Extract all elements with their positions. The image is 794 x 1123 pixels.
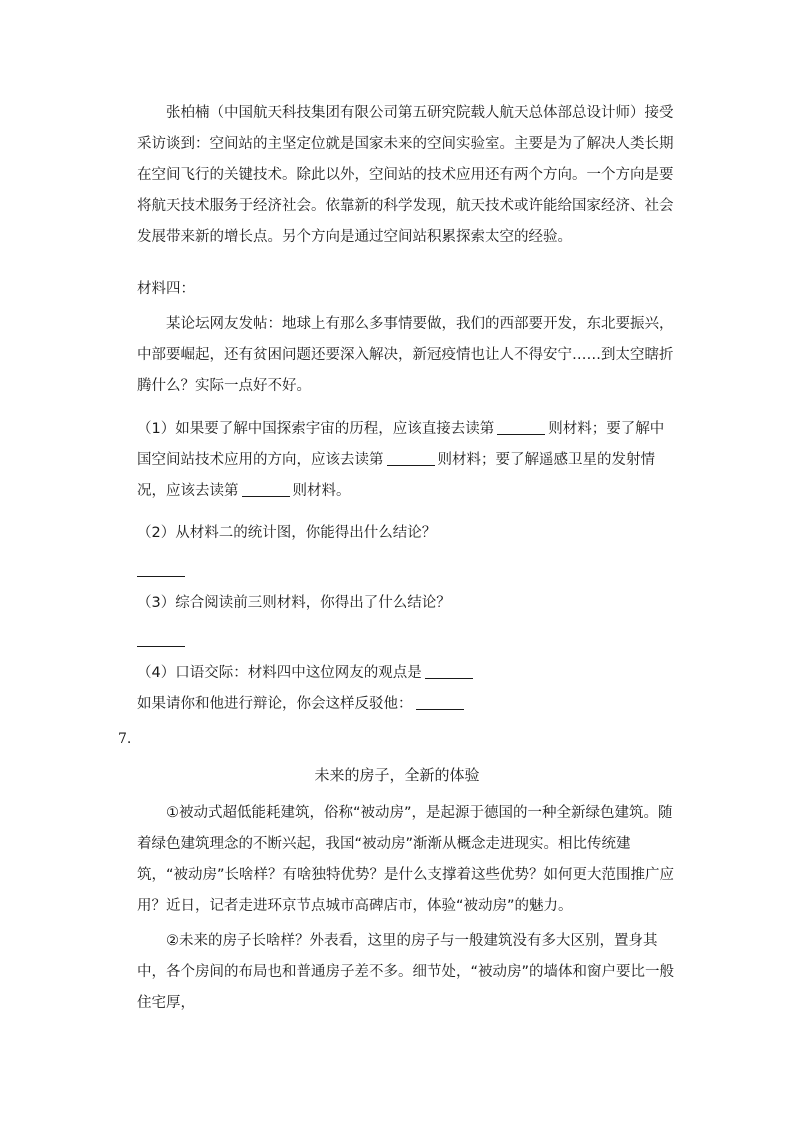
question-1-text-b: 则材料；要了解中国空间站技术应用的方向，应该去读第: [137, 421, 665, 468]
question-2-answer: [137, 556, 677, 587]
article-body: [137, 798, 677, 1019]
question-3-answer: [137, 626, 677, 657]
question-4-text-a: （4）口语交际：材料四中这位网友的观点是: [137, 665, 422, 681]
answer-blank-q3[interactable]: [137, 630, 185, 647]
answer-blank-2[interactable]: [387, 449, 435, 466]
question-1-text-c: 则材料；要了解遥感卫星的发射情况，应该去读第: [137, 452, 655, 499]
question-4: [137, 658, 677, 720]
question-3-text: （3）综合阅读前三则材料，你得出了什么结论？: [137, 595, 451, 611]
material-4: [137, 274, 677, 402]
question-7-number: 7.: [118, 731, 132, 747]
article-paragraph-2: ②未来的房子长啥样？外表看，这里的房子与一般建筑没有多大区别，置身其中，各个房间的布局也和普通房子差不多。细节处，“被动房”的墙体和窗户要比一般住宅厚，: [137, 933, 675, 1011]
material-4-text: 某论坛网友发帖：地球上有那么多事情要做，我们的西部要开发，东北要振兴，中部要崛起，还有贫困问题还要深入解决，新冠疫情也让人不得安宁……到太空瞎折腾什么？实际一点好不好。: [137, 316, 674, 394]
article-paragraph-1: ①被动式超低能耗建筑，俗称“被动房”，是起源于德国的一种全新绿色建筑。随着绿色建筑理念的不断兴起，我国“被动房”渐渐从概念走进现实。相比传统建筑，“被动房”长啥样？有啥独特优势？是什么支撑着这些优势？如何更大范围推广应用？近日，记者走进环京节点城市高碑店市，体验“被动房”的魅力。: [137, 805, 675, 914]
question-4-text-b: 如果请你和他进行辩论，你会这样反驳他：: [137, 696, 413, 712]
question-1: [137, 414, 677, 507]
question-2: [137, 518, 677, 549]
answer-blank-q4-view[interactable]: [425, 662, 473, 679]
question-1-text-d: 则材料。: [292, 483, 351, 499]
answer-blank-3[interactable]: [242, 480, 290, 497]
interview-paragraph: 张柏楠（中国航天科技集团有限公司第五研究院载人航天总体部总设计师）接受采访谈到：空间站的主坚定位就是国家未来的空间实验室。主要是为了解决人类长期在空间飞行的关键技术。除此以外，空间站的技术应用还有两个方向。一个方向是要将航天技术服务于经济社会。依靠新的科学发现，航天技术或许能给国家经济、社会发展带来新的增长点。另个方向是通过空间站积累探索太空的经验。: [137, 105, 674, 245]
material-3-interview: [137, 98, 677, 253]
question-3: [137, 588, 677, 619]
answer-blank-q2[interactable]: [137, 560, 185, 577]
material-4-label: 材料四：: [137, 281, 195, 297]
question-1-text-a: （1）如果要了解中国探索宇宙的历程，应该直接去读第: [137, 421, 495, 437]
article-title: 未来的房子，全新的体验: [314, 766, 480, 784]
question-2-text: （2）从材料二的统计图，你能得出什么结论？: [137, 525, 437, 541]
answer-blank-1[interactable]: [497, 418, 545, 435]
answer-blank-q4-rebut[interactable]: [416, 693, 464, 710]
